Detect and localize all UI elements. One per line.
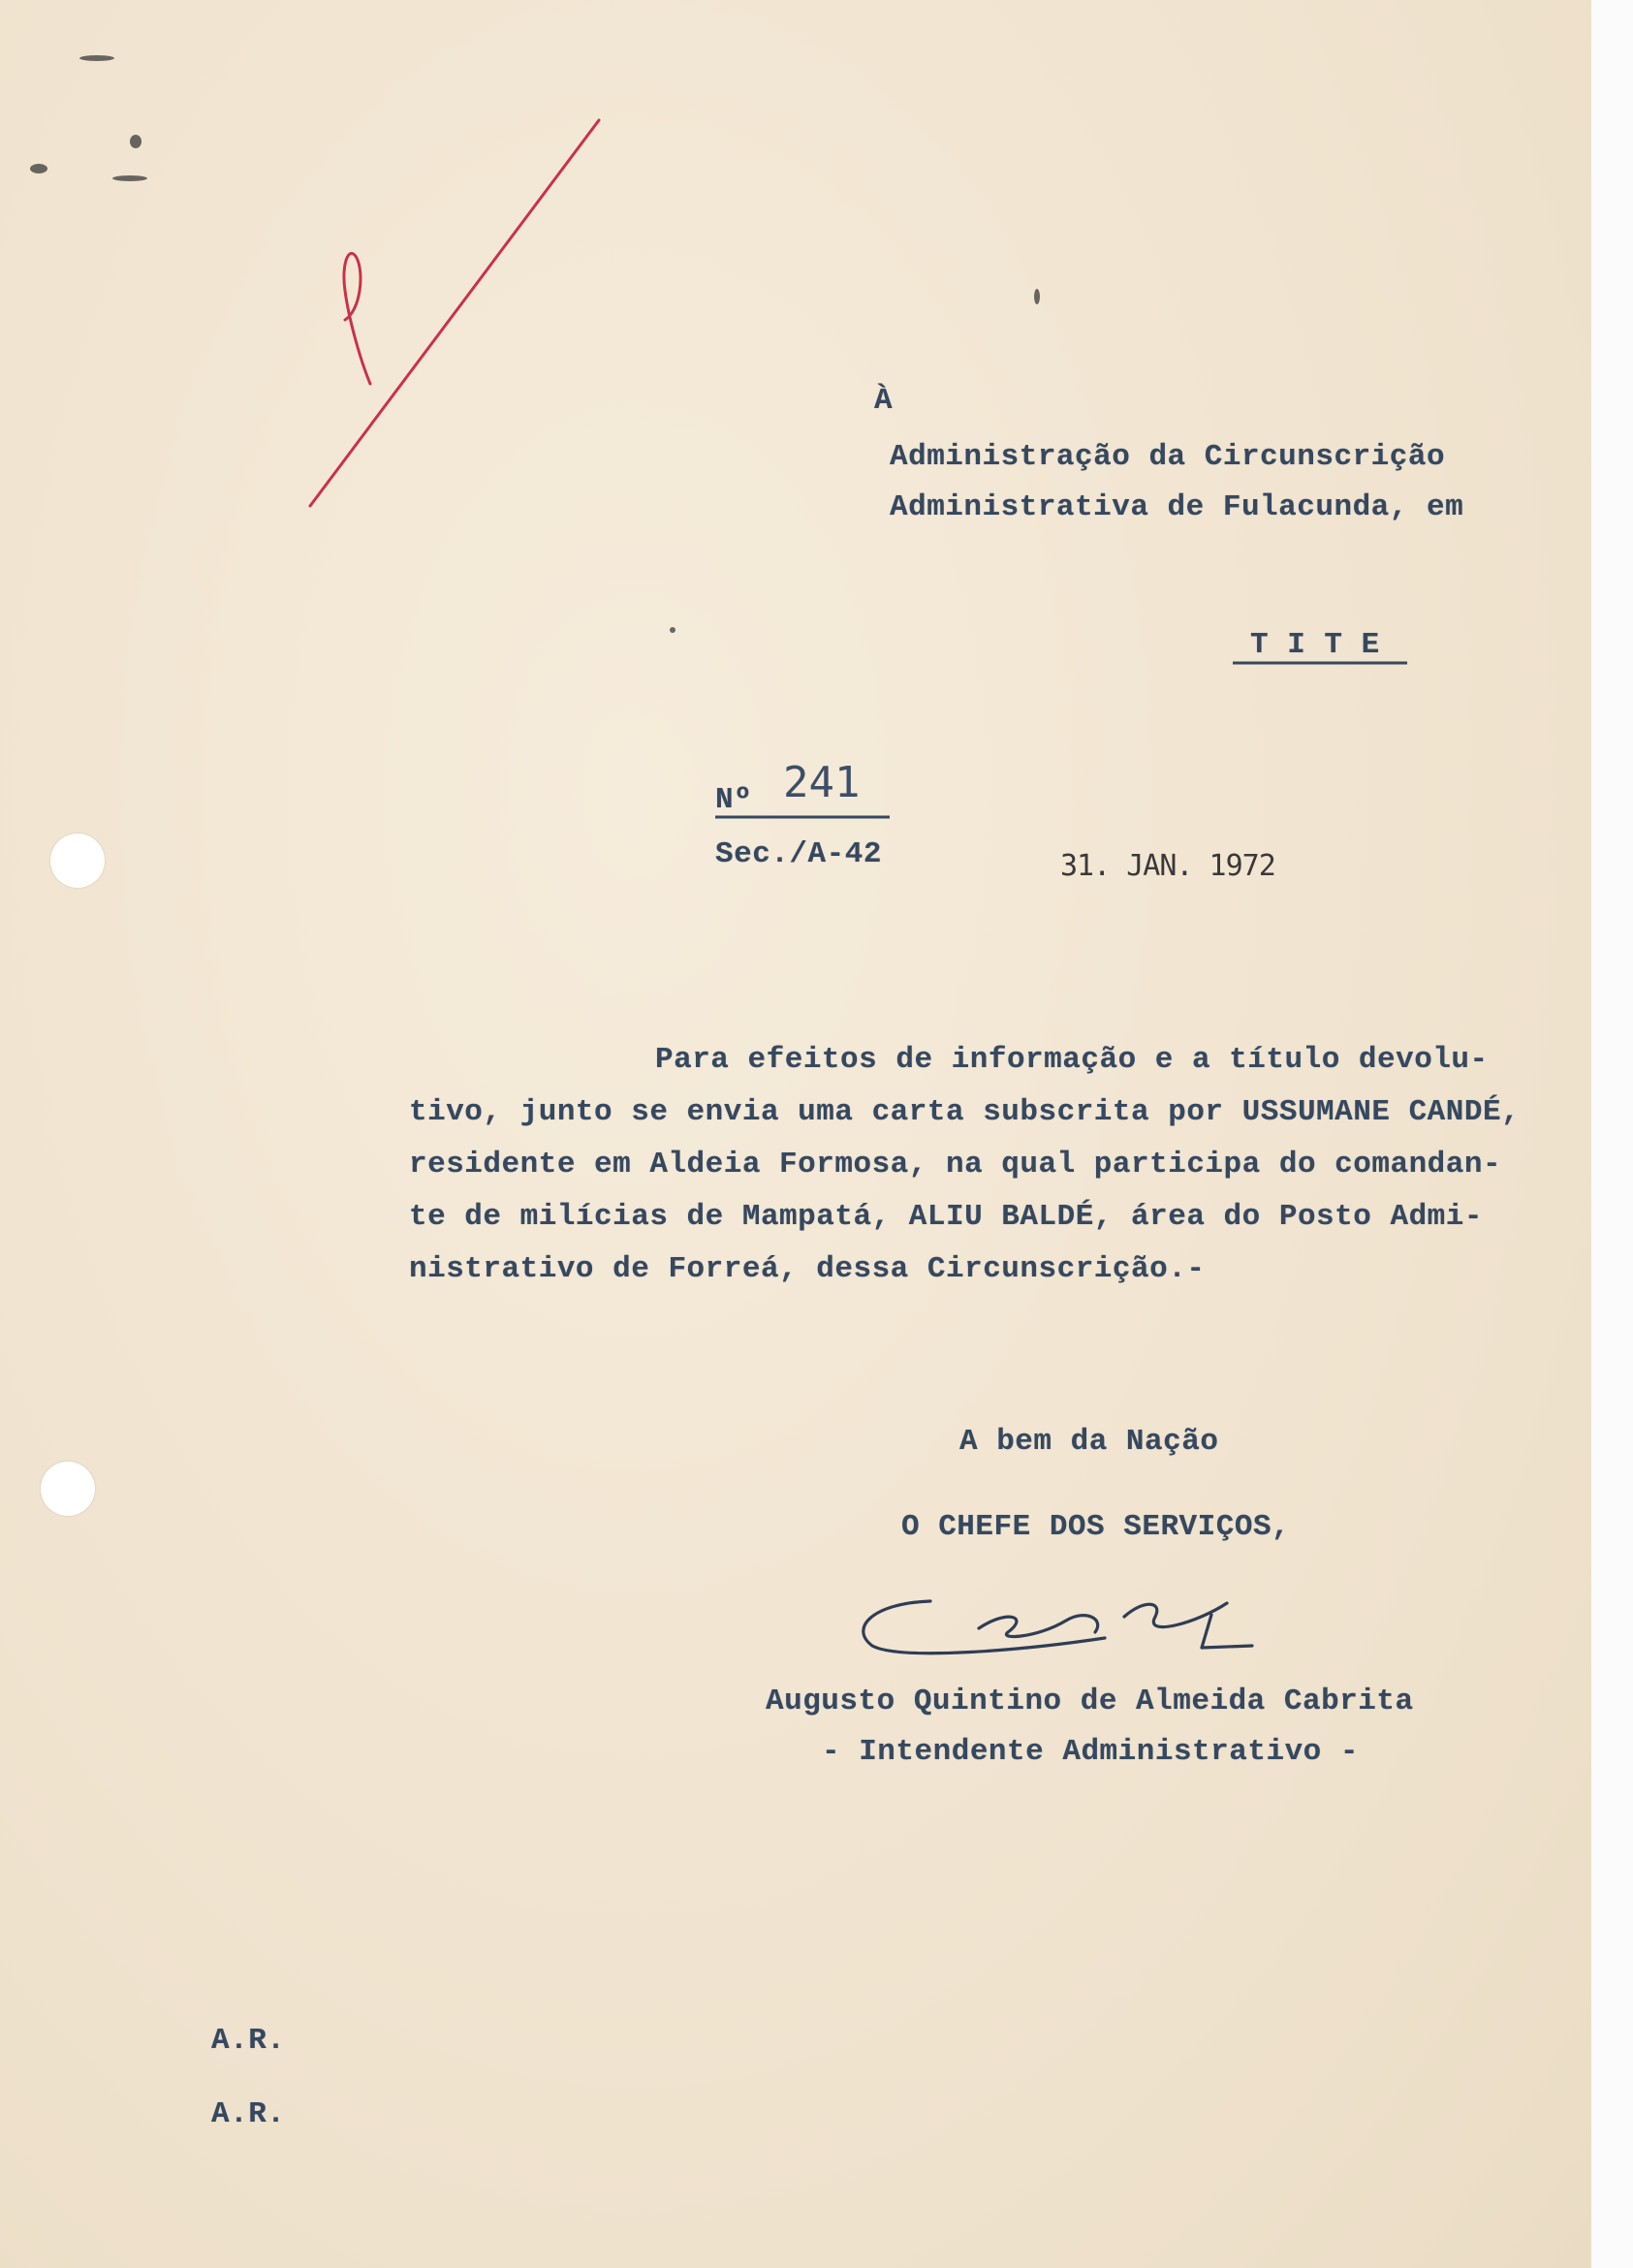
red-check-mark: [310, 120, 599, 506]
body-line-3: residente em Aldeia Formosa, na qual participa do comandan-: [409, 1148, 1502, 1181]
signatory-title: - Intendente Administrativo -: [822, 1735, 1359, 1769]
body-line-5: nistrativo de Forreá, dessa Circunscrição.-: [409, 1252, 1206, 1286]
addressee-line-1: Administração da Circunscrição: [890, 440, 1446, 474]
closing-salutation: A bem da Nação: [959, 1425, 1219, 1459]
number-label: Nº: [715, 783, 753, 817]
body-line-2: tivo, junto se envia uma carta subscrita por USSUMANE CANDÉ,: [409, 1095, 1521, 1129]
closing-role: O CHEFE DOS SERVIÇOS,: [901, 1510, 1291, 1544]
addressee-prefix: À: [874, 384, 894, 418]
footer-note-1: A.R.: [211, 2024, 286, 2058]
addressee-place: T I T E: [1250, 628, 1380, 662]
body-line-1: Para efeitos de informação e a título devolu-: [655, 1043, 1489, 1077]
date-stamp: 31. JAN. 1972: [1060, 849, 1275, 883]
section-reference: Sec./A-42: [715, 837, 882, 871]
signatory-name: Augusto Quintino de Almeida Cabrita: [766, 1685, 1414, 1718]
number-value: 241: [783, 758, 861, 807]
ink-smudges: [30, 55, 1040, 633]
addressee-line-2: Administrativa de Fulacunda, em: [890, 490, 1464, 524]
body-line-4: te de milícias de Mampatá, ALIU BALDÉ, área do Posto Admi-: [409, 1200, 1483, 1234]
signature-mark: [864, 1601, 1252, 1654]
footer-note-2: A.R.: [211, 2097, 286, 2131]
